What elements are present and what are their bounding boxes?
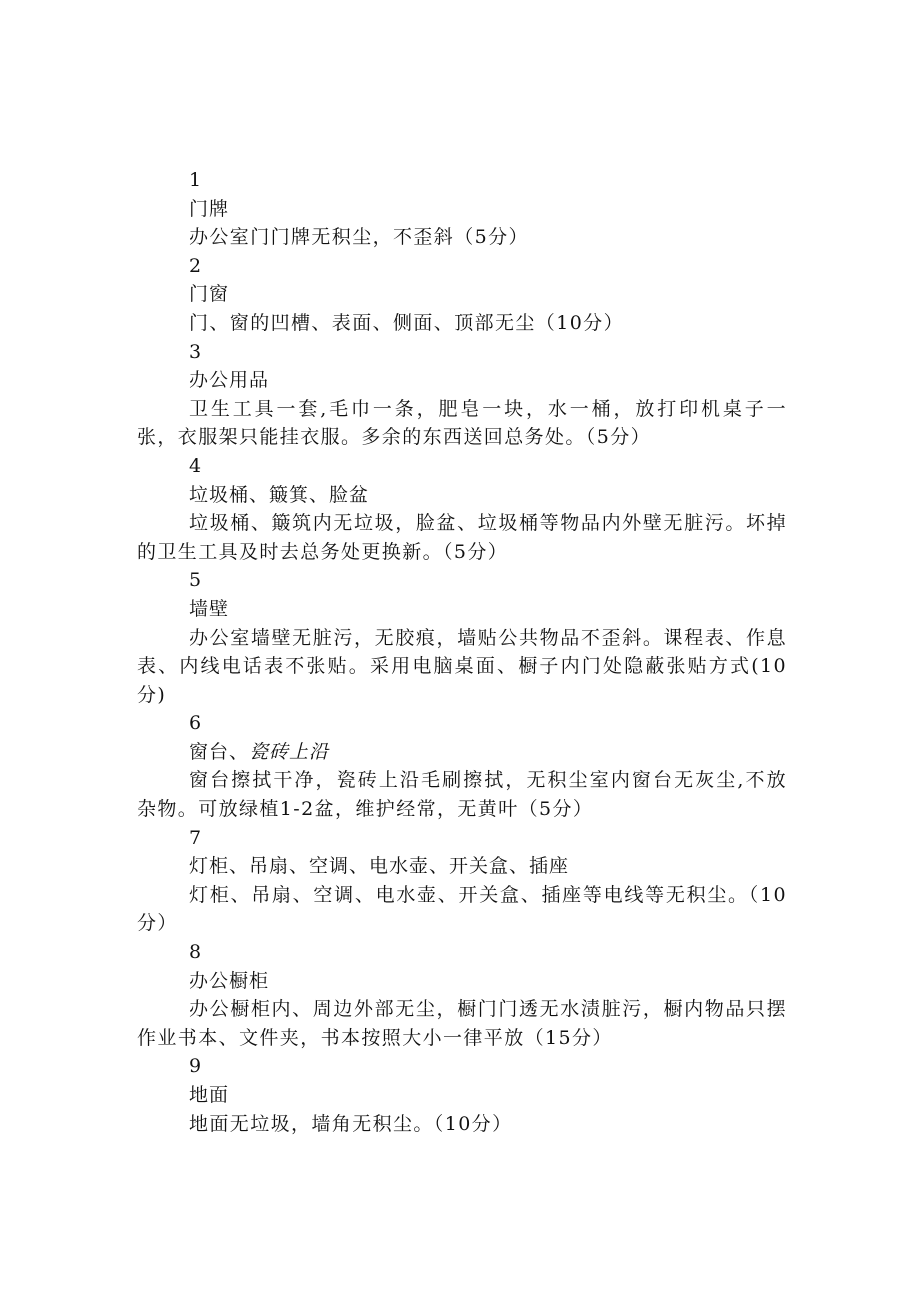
item-number: 7 bbox=[189, 826, 203, 849]
item-description: 门、窗的凹槽、表面、侧面、顶部无尘（10分） bbox=[189, 311, 624, 334]
checklist-item bbox=[137, 938, 787, 1052]
item-title bbox=[137, 1081, 787, 1110]
item-description: 办公室门门牌无积尘，不歪斜（5分） bbox=[189, 226, 529, 249]
checklist bbox=[137, 166, 787, 1138]
item-description: 地面无垃圾，墙角无积尘。（10分） bbox=[189, 1112, 513, 1135]
item-title-text: 办公橱柜 bbox=[189, 969, 270, 992]
item-title-text: 门窗 bbox=[189, 283, 230, 306]
item-number: 1 bbox=[189, 169, 203, 191]
checklist-item bbox=[137, 824, 787, 938]
item-title-text: 墙壁 bbox=[189, 597, 230, 620]
item-description: 灯柜、吊扇、空调、电水壶、开关盒、插座等电线等无积尘。（10分） bbox=[137, 883, 787, 935]
item-title bbox=[137, 738, 787, 767]
item-number: 5 bbox=[189, 569, 203, 592]
checklist-item bbox=[137, 452, 787, 566]
item-description: 垃圾桶、簸筑内无垃圾，脸盆、垃圾桶等物品内外壁无脏污。坏掉的卫生工具及时去总务处更换新。（5分） bbox=[137, 512, 787, 563]
checklist-item bbox=[137, 338, 787, 452]
item-number: 6 bbox=[189, 712, 203, 735]
item-description: 办公室墙壁无脏污，无胶痕，墙贴公共物品不歪斜。课程表、作息表、内线电话表不张贴。采用电脑桌面、橱子内门处隐蔽张贴方式(10分) bbox=[137, 626, 787, 706]
item-number: 3 bbox=[189, 340, 203, 363]
item-number: 4 bbox=[189, 454, 203, 477]
item-number: 8 bbox=[189, 941, 203, 964]
item-title bbox=[137, 195, 787, 224]
checklist-item bbox=[137, 1052, 787, 1138]
item-title-italic: 瓷砖上沿 bbox=[249, 740, 330, 763]
checklist-item bbox=[137, 252, 787, 338]
item-title bbox=[137, 595, 787, 624]
item-title-text: 门牌 bbox=[189, 197, 230, 220]
item-title bbox=[137, 852, 787, 881]
item-title-text: 窗台、 bbox=[189, 740, 250, 763]
item-title bbox=[137, 481, 787, 510]
item-title-text: 办公用品 bbox=[189, 369, 270, 392]
item-title-text: 灯柜、吊扇、空调、电水壶、开关盒、插座 bbox=[189, 855, 570, 878]
checklist-item bbox=[137, 709, 787, 823]
item-description: 办公橱柜内、周边外部无尘，橱门门透无水渍脏污，橱内物品只摆作业书本、文件夹，书本按照大小一律平放（15分） bbox=[137, 998, 787, 1049]
item-title-text: 垃圾桶、簸箕、脸盆 bbox=[189, 483, 370, 506]
item-number: 2 bbox=[189, 254, 203, 277]
item-title bbox=[137, 280, 787, 309]
item-title-text: 地面 bbox=[189, 1084, 230, 1106]
checklist-item bbox=[137, 166, 787, 252]
item-title bbox=[137, 967, 787, 996]
item-description: 窗台擦拭干净，瓷砖上沿毛刷擦拭，无积尘室内窗台无灰尘,不放杂物。可放绿植1-2盆，维护经常，无黄叶（5分） bbox=[137, 769, 787, 821]
checklist-item bbox=[137, 566, 787, 709]
item-title bbox=[137, 366, 787, 395]
item-description: 卫生工具一套,毛巾一条，肥皂一块，水一桶，放打印机桌子一张，衣服架只能挂衣服。多余的东西送回总务处。（5分） bbox=[137, 397, 787, 449]
item-number: 9 bbox=[189, 1055, 203, 1078]
